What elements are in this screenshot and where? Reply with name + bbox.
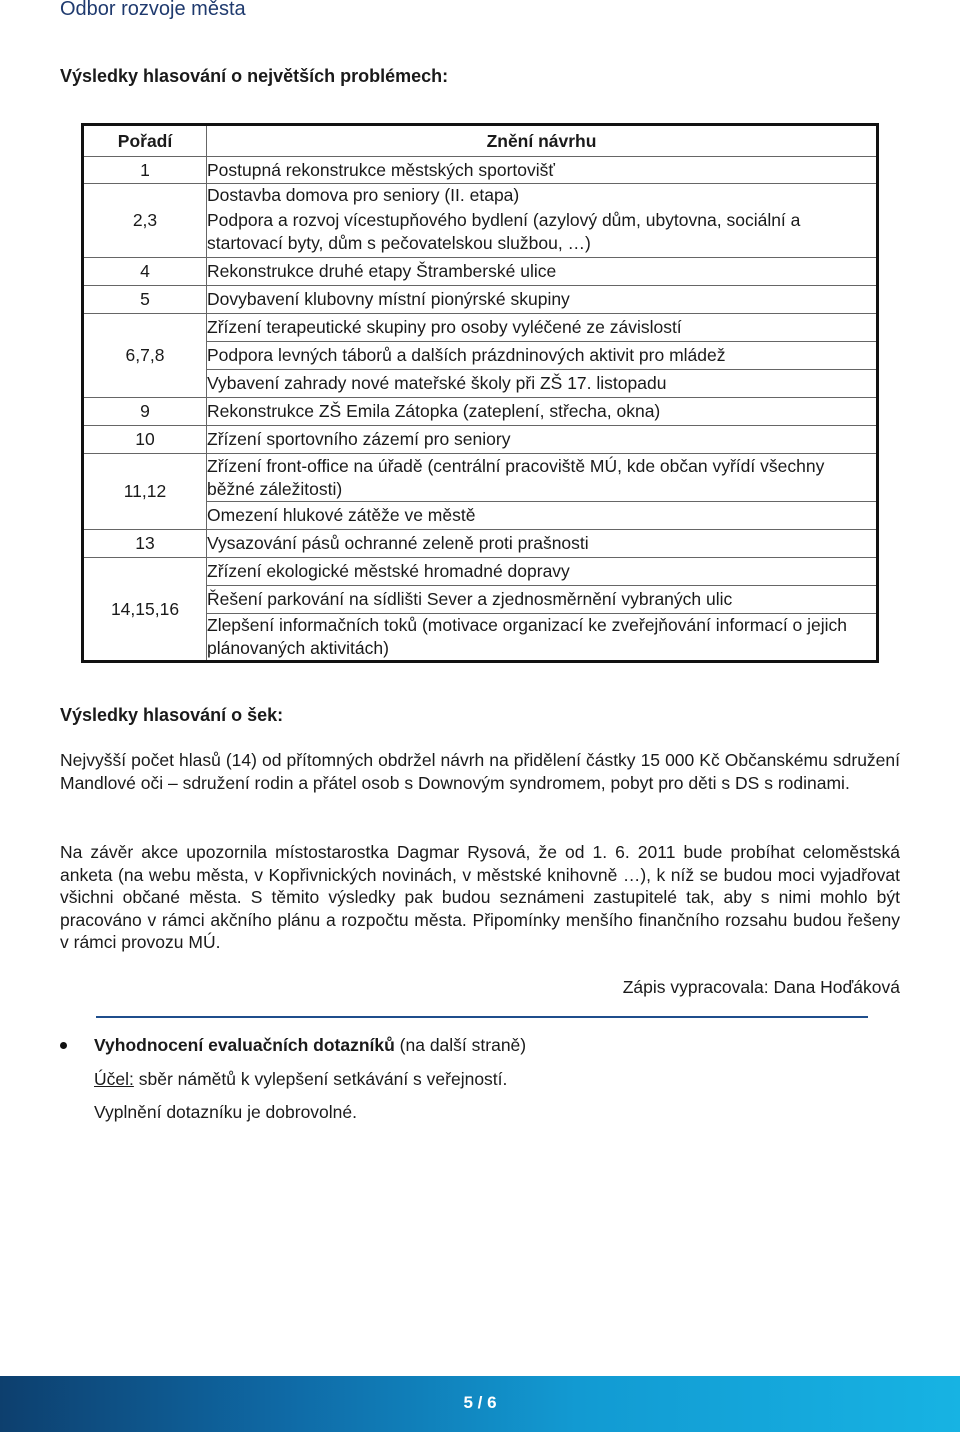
rank-column-header: Pořadí: [83, 125, 207, 157]
proposal-column-header: Znění návrhu: [207, 125, 878, 157]
page-number: 5 / 6: [463, 1393, 497, 1412]
rank-cell: 13: [83, 530, 207, 558]
signature: Zápis vypracovala: Dana Hoďáková: [622, 977, 900, 997]
table-row: [83, 286, 878, 314]
rank-cell: 2,3: [83, 184, 207, 258]
problems-table: [81, 123, 879, 663]
proposal-cell: Postupná rekonstrukce městských sportovišť: [207, 157, 878, 184]
proposal-cell: Rekonstrukce ZŠ Emila Zátopka (zateplení, střecha, okna): [207, 398, 878, 426]
rank-cell: 14,15,16: [83, 558, 207, 662]
table-row: [83, 426, 878, 454]
problems-heading: Výsledky hlasování o největších problémech:: [60, 66, 449, 86]
questionnaire-bullet: [94, 1035, 526, 1056]
table-row: [83, 454, 878, 502]
purpose-text: sběr námětů k vylepšení setkávání s veřejností.: [133, 1069, 508, 1089]
voluntary-line: Vyplnění dotazníku je dobrovolné.: [94, 1102, 358, 1122]
proposal-cell: Rekonstrukce druhé etapy Štramberské ulice: [207, 258, 878, 286]
table-row: [83, 530, 878, 558]
proposal-cell: Zřízení sportovního zázemí pro seniory: [207, 426, 878, 454]
closing-paragraph: Na závěr akce upozornila místostarostka Dagmar Rysová, že od 1. 6. 2011 bude probíhat celoměstská anketa (na webu města, v Kopřivnických novinách, v městské knihovně …), k níž se budou moci vyjadřovat všichni občané města. S těmito výsledky pak budou seznámeni zastupitelé tak, aby s nimi mohlo být pracováno v rámci akčního plánu a rozpočtu města. Připomínky menšího finančního rozsahu budou řešeny v rámci provozu MÚ.: [60, 842, 900, 952]
rank-cell: 1: [83, 157, 207, 184]
footer-band: [0, 1376, 960, 1432]
page-header-title: Odbor rozvoje města: [60, 0, 246, 20]
proposal-cell: Zřízení ekologické městské hromadné dopravy: [207, 558, 878, 586]
proposal-cell: Dovybavení klubovny místní pionýrské skupiny: [207, 286, 878, 314]
divider-line: [96, 1016, 868, 1018]
rank-cell: 11,12: [83, 454, 207, 530]
bullet-icon: [60, 1042, 67, 1049]
table-row: [83, 398, 878, 426]
proposal-cell: Vybavení zahrady nové mateřské školy při ZŠ 17. listopadu: [207, 370, 878, 398]
table-header-row: [83, 125, 878, 157]
proposal-cell: Podpora levných táborů a dalších prázdninových aktivit pro mládež: [207, 342, 878, 370]
proposal-cell: Zlepšení informačních toků (motivace organizací ke zveřejňování informací o jejich plánovaných aktivitách): [207, 614, 878, 662]
check-heading: Výsledky hlasování o šek:: [60, 705, 284, 725]
table-row: [83, 558, 878, 586]
proposal-cell: Zřízení front-office na úřadě (centrální pracoviště MÚ, kde občan vyřídí všechny běžné záležitosti): [207, 454, 878, 502]
proposal-cell: Vysazování pásů ochranné zeleně proti prašnosti: [207, 530, 878, 558]
table-row: [83, 258, 878, 286]
questionnaire-title: Vyhodnocení evaluačních dotazníků: [94, 1035, 395, 1055]
proposal-cell: Omezení hlukové zátěže ve městě: [207, 502, 878, 530]
purpose-label: Účel:: [94, 1069, 134, 1089]
rank-cell: 5: [83, 286, 207, 314]
rank-cell: 9: [83, 398, 207, 426]
rank-cell: 4: [83, 258, 207, 286]
proposal-cell: Podpora a rozvoj vícestupňového bydlení (azylový dům, ubytovna, sociální a startovací byty, dům s pečovatelskou službou, …): [207, 208, 878, 258]
table-row: [83, 184, 878, 208]
rank-cell: 10: [83, 426, 207, 454]
proposal-cell: Řešení parkování na sídlišti Sever a zjednosměrnění vybraných ulic: [207, 586, 878, 614]
table-row: [83, 314, 878, 342]
proposal-cell: Dostavba domova pro seniory (II. etapa): [207, 184, 878, 208]
table-row: [83, 157, 878, 184]
questionnaire-note: (na další straně): [394, 1035, 527, 1055]
purpose-line: [94, 1069, 507, 1090]
check-paragraph: Nejvyšší počet hlasů (14) od přítomných obdržel návrh na přidělení částky 15 000 Kč Občanskému sdružení Mandlové oči – sdružení rodin a přátel osob s Downovým syndromem, pobyt pro děti s DS s rodinami.: [60, 750, 900, 793]
proposal-cell: Zřízení terapeutické skupiny pro osoby vyléčené ze závislostí: [207, 314, 878, 342]
rank-cell: 6,7,8: [83, 314, 207, 398]
